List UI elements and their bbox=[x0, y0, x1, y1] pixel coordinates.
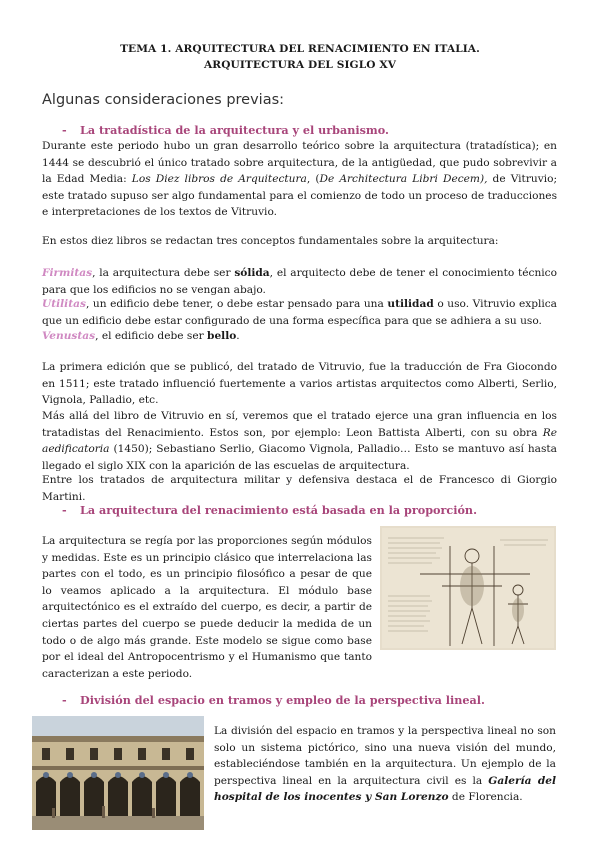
text-span: , el arquitecto debe de tener el conocimiento técnico para que los edificios no se vengan abajo. bbox=[42, 267, 557, 296]
concept-keyword: utilidad bbox=[387, 298, 434, 310]
vitruvian-sketch-image bbox=[380, 526, 556, 650]
text-span: , un edificio debe tener, o debe estar pensado para una bbox=[85, 298, 388, 310]
book-title-italic: Los Diez libros de Arquitectura bbox=[131, 173, 307, 186]
section-heading-tratadistica bbox=[62, 123, 389, 137]
concept-term: Venustas bbox=[42, 330, 96, 342]
section-heading-perspectiva bbox=[62, 693, 485, 707]
hospital-innocenti-photo bbox=[32, 716, 204, 830]
concept-venustas bbox=[42, 328, 557, 345]
text-span: de Vitruvio; este tratado supuso ser algo fundamental para el comienzo de todo un proceso de traducciones e interpretaciones de los textos de Vitruvio. bbox=[42, 173, 558, 219]
paragraph-perspectiva bbox=[214, 723, 556, 806]
work-title-italic: Re aedificatoria bbox=[42, 426, 557, 456]
text-span: Más allá del libro de Vitruvio en sí, veremos que el tratado ejerce una gran influencia en los tratadistas del Renacimiento. Estos son, por ejemplo: Leon Battista Alberti, con su obra bbox=[42, 410, 557, 439]
text-span: , el edificio debe ser bbox=[95, 330, 208, 342]
text-span: (1450); Sebastiano Serlio, Giacomo Vignola, Palladio… Esto se mantuvo así hasta llegado el siglo XIX con la aparición de las escuelas de arquitectura. bbox=[42, 443, 557, 472]
concept-keyword: bello bbox=[207, 330, 237, 342]
concept-term: Utilitas bbox=[42, 298, 86, 310]
text-span: , ( bbox=[306, 173, 320, 186]
concept-firmitas bbox=[42, 265, 557, 298]
concept-utilitas bbox=[42, 296, 557, 329]
concept-term: Firmitas bbox=[42, 267, 93, 279]
paragraph-three-concepts: En estos diez libros se redactan tres conceptos fundamentales sobre la arquitectura: bbox=[42, 235, 499, 247]
bullet-dash: - bbox=[62, 123, 67, 137]
bullet-dash: - bbox=[62, 693, 67, 707]
text-span: La división del espacio en tramos y la perspectiva lineal no son solo un sistema pictórico, sino una nueva visión del mundo, estableciéndose también en la arquitectura. Un ejemplo de la perspectiva lineal en la arquitectura civil es la bbox=[214, 725, 556, 787]
paragraph-proporcion: La arquitectura se regía por las proporciones según módulos y medidas. Este es un principio clásico que interrelaciona las partes con el todo, es un principio filosófico a pesar de que lo veamos aplicado a la arquitectura. El módulo base arquitectónico es el extraído del cuerpo, es decir, a partir de ciertas partes del cuerpo se puede deducir la medida de un todo o de algo más grande. Este modelo se sigue como base por el ideal del Antropocentrismo y el Humanismo que tanto caracterizan a este periodo. bbox=[42, 535, 372, 680]
text-span: de Florencia. bbox=[448, 791, 523, 804]
section-heading-text: La arquitectura del renacimiento está basada en la proporción. bbox=[80, 503, 477, 517]
paragraph-vitruvio-intro bbox=[42, 138, 557, 221]
paragraph-influence bbox=[42, 408, 557, 474]
concept-keyword: sólida bbox=[234, 267, 270, 279]
text-span: . bbox=[236, 330, 240, 342]
section-heading-text: División del espacio en tramos y empleo de la perspectiva lineal. bbox=[80, 693, 485, 707]
paragraph-first-edition: La primera edición que se publicó, del tratado de Vitruvio, fue la traducción de Fra Giocondo en 1511; este tratado influenció fuertemente a varios artistas arquitectos como Alberti, Serlio, Vignola, Palladio, etc. bbox=[42, 361, 557, 407]
document-title-line-2: ARQUITECTURA DEL SIGLO XV bbox=[203, 59, 397, 71]
building-name-bold-italic: Galería del hospital de los inocentes y San Lorenzo bbox=[214, 774, 556, 804]
document-title-line-1: TEMA 1. ARQUITECTURA DEL RENACIMIENTO EN ITALIA. bbox=[120, 43, 480, 55]
text-span: , la arquitectura debe ser bbox=[92, 267, 235, 279]
text-span: Durante este periodo hubo un gran desarrollo teórico sobre la arquitectura (tratadística); en 1444 se descubrió el único tratado sobre arquitectura, de la antigüedad, que pudo sobrevivir a la Edad Media: bbox=[42, 140, 557, 186]
latin-title-italic: De Architectura Libri Decem), bbox=[319, 173, 488, 186]
paragraph-military: Entre los tratados de arquitectura militar y defensiva destaca el de Francesco di Giorgio Martini. bbox=[42, 474, 557, 503]
intro-text: Algunas consideraciones previas: bbox=[42, 92, 285, 108]
bullet-dash: - bbox=[62, 503, 67, 517]
text-span: o uso. Vitruvio explica que un edificio debe estar configurado de una forma específica para que se adhiera a su uso. bbox=[42, 298, 557, 327]
section-heading-text: La tratadística de la arquitectura y el urbanismo. bbox=[80, 123, 389, 137]
section-heading-proporcion bbox=[62, 503, 477, 517]
